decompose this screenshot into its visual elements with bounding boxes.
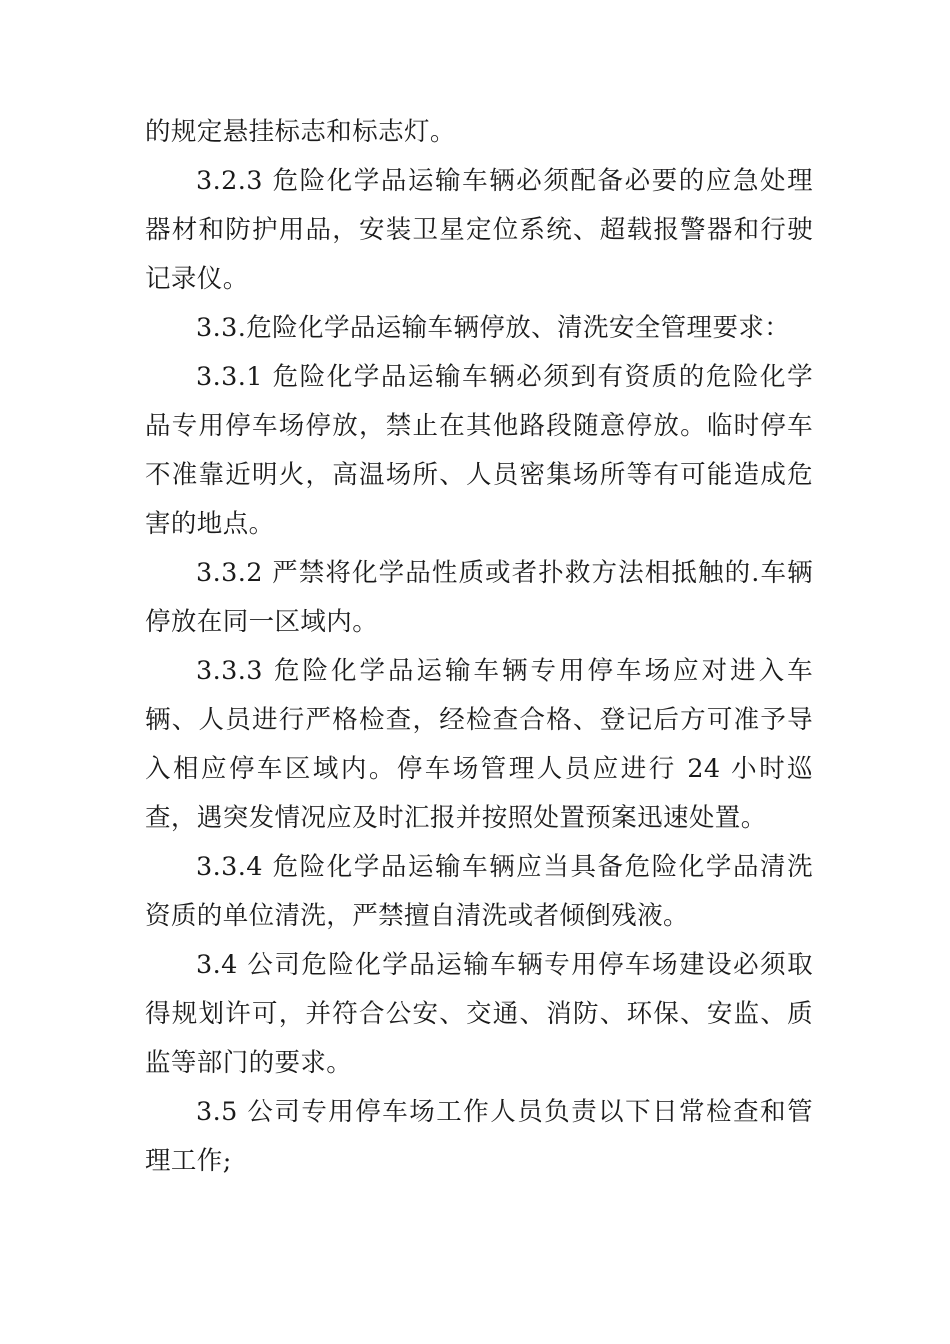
paragraph-3-2-3: 3.2.3 危险化学品运输车辆必须配备必要的应急处理器材和防护用品，安装卫星定位系统、超载报警器和行驶记录仪。 bbox=[145, 166, 813, 294]
paragraph-continuation: 的规定悬挂标志和标志灯。 bbox=[145, 117, 456, 147]
paragraph-3-3-1: 3.3.1 危险化学品运输车辆必须到有资质的危险化学品专用停车场停放，禁止在其他路段随意停放。临时停车不准靠近明火，高温场所、人员密集场所等有可能造成危害的地点。 bbox=[145, 362, 813, 539]
paragraph-3-4: 3.4 公司危险化学品运输车辆专用停车场建设必须取得规划许可，并符合公安、交通、消防、环保、安监、质监等部门的要求。 bbox=[145, 950, 813, 1078]
paragraph-3-3-heading: 3.3.危险化学品运输车辆停放、清洗安全管理要求： bbox=[196, 313, 791, 343]
document-page bbox=[145, 108, 813, 1186]
paragraph-3-5: 3.5 公司专用停车场工作人员负责以下日常检查和管理工作; bbox=[145, 1097, 813, 1176]
paragraph-3-3-2: 3.3.2 严禁将化学品性质或者扑救方法相抵触的.车辆停放在同一区域内。 bbox=[145, 558, 813, 637]
paragraph-3-3-4: 3.3.4 危险化学品运输车辆应当具备危险化学品清洗资质的单位清洗，严禁擅自清洗或者倾倒残液。 bbox=[145, 852, 813, 931]
paragraph-3-3-3: 3.3.3 危险化学品运输车辆专用停车场应对进入车辆、人员进行严格检查，经检查合格、登记后方可准予导入相应停车区域内。停车场管理人员应进行 24 小时巡查，遇突发情况应及时汇报并按照处置预案迅速处置。 bbox=[145, 656, 813, 833]
